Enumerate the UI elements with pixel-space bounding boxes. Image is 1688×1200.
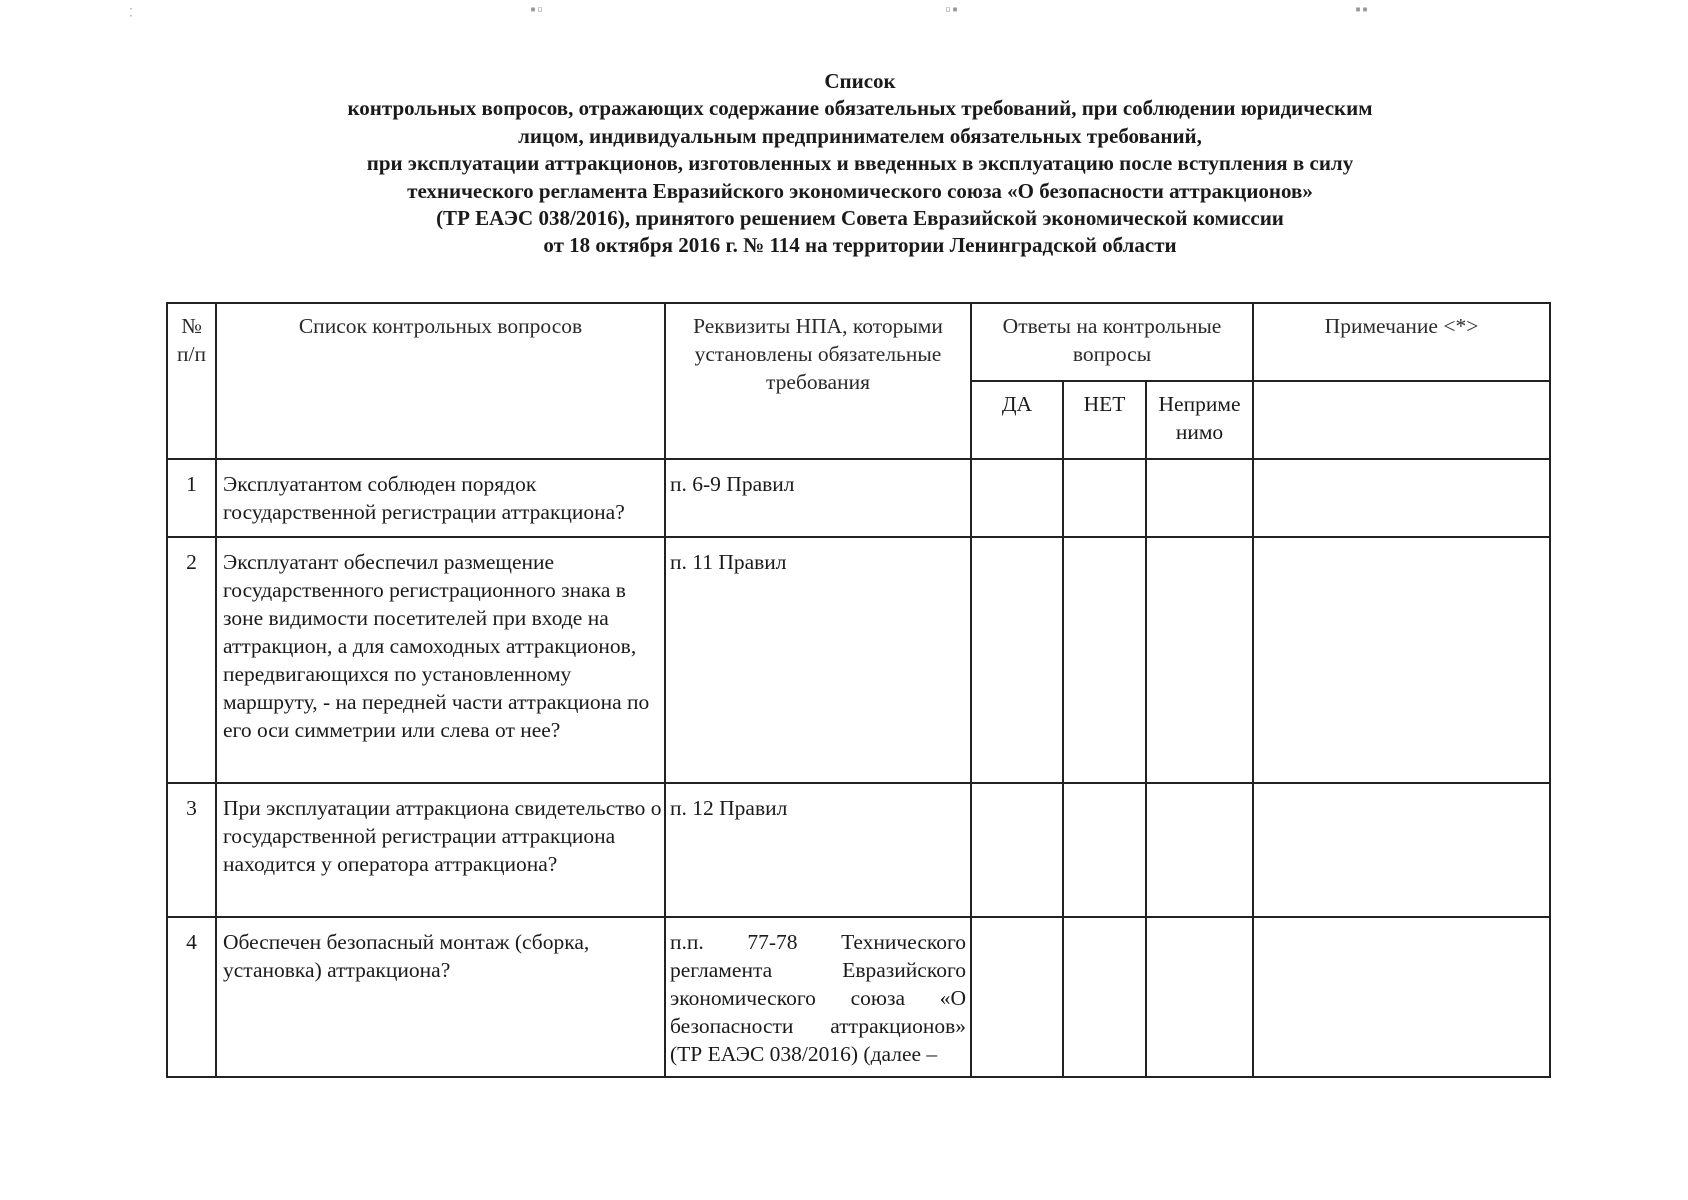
answer-na-cell[interactable] <box>1146 917 1253 1077</box>
note-cell[interactable] <box>1253 917 1550 1077</box>
row-question: При эксплуатации аттракциона свидетельство о государственной регистрации аттракциона находится у оператора аттракциона? <box>216 783 665 917</box>
title-line: технического регламента Евразийского экономического союза «О безопасности аттракционов» <box>407 178 1313 203</box>
checklist-table <box>166 302 1551 1078</box>
header-note: Примечание <*> <box>1253 303 1550 381</box>
table-row <box>167 783 1550 917</box>
answer-na-cell[interactable] <box>1146 537 1253 783</box>
row-question: Эксплуатантом соблюден порядок государственной регистрации аттракциона? <box>216 459 665 537</box>
answer-yes-cell[interactable] <box>971 537 1063 783</box>
scan-artifact: · · <box>128 4 136 22</box>
answer-na-cell[interactable] <box>1146 783 1253 917</box>
title-line: лицом, индивидуальным предпринимателем обязательных требований, <box>518 123 1202 148</box>
answer-no-cell[interactable] <box>1063 537 1146 783</box>
row-requisite: п.п. 77-78 Технического регламента Евразийского экономического союза «О безопасности аттракционов» (ТР ЕАЭС 038/2016) (далее – <box>665 917 971 1077</box>
title-line: Список <box>824 69 896 93</box>
answer-no-cell[interactable] <box>1063 783 1146 917</box>
title-line: при эксплуатации аттракционов, изготовленных и введенных в эксплуатацию после вступления в силу <box>366 151 1354 176</box>
scan-artifact: ▪▫ <box>530 4 545 15</box>
row-number: 4 <box>167 917 216 1077</box>
row-requisite: п. 6-9 Правил <box>665 459 971 537</box>
answer-no-cell[interactable] <box>1063 917 1146 1077</box>
header-number: № п/п <box>167 303 216 459</box>
header-yes: ДА <box>971 381 1063 459</box>
header-questions: Список контрольных вопросов <box>216 303 665 459</box>
document-title <box>180 68 1540 260</box>
note-cell[interactable] <box>1253 537 1550 783</box>
row-requisite: п. 11 Правил <box>665 537 971 783</box>
row-requisite: п. 12 Правил <box>665 783 971 917</box>
row-number: 2 <box>167 537 216 783</box>
row-number: 1 <box>167 459 216 537</box>
scan-artifact: ▪▪ <box>1355 4 1370 15</box>
note-cell[interactable] <box>1253 459 1550 537</box>
scan-artifact: ▫▪ <box>945 4 960 15</box>
answer-no-cell[interactable] <box>1063 459 1146 537</box>
answer-yes-cell[interactable] <box>971 783 1063 917</box>
answer-yes-cell[interactable] <box>971 459 1063 537</box>
note-cell <box>1253 381 1550 459</box>
row-question: Эксплуатант обеспечил размещение государственного регистрационного знака в зоне видимости посетителей при входе на аттракцион, а для самоходных аттракционов, передвигающихся по установленному маршруту, - на передней части аттракциона по его оси симметрии или слева от нее? <box>216 537 665 783</box>
answer-yes-cell[interactable] <box>971 917 1063 1077</box>
row-question: Обеспечен безопасный монтаж (сборка, установка) аттракциона? <box>216 917 665 1077</box>
title-line: (ТР ЕАЭС 038/2016), принятого решением Совета Евразийской экономической комиссии <box>436 206 1284 231</box>
title-line: контрольных вопросов, отражающих содержание обязательных требований, при соблюдении юридическим <box>347 96 1373 121</box>
answer-na-cell[interactable] <box>1146 459 1253 537</box>
header-row <box>167 303 1550 381</box>
table-row <box>167 917 1550 1077</box>
row-number: 3 <box>167 783 216 917</box>
note-cell[interactable] <box>1253 783 1550 917</box>
table-row <box>167 537 1550 783</box>
header-not-applicable: Неприме нимо <box>1146 381 1253 459</box>
header-requisites: Реквизиты НПА, которыми установлены обязательные требования <box>665 303 971 459</box>
header-no: НЕТ <box>1063 381 1146 459</box>
title-line: от 18 октября 2016 г. № 114 на территории Ленинградской области <box>543 233 1177 258</box>
table-row <box>167 459 1550 537</box>
header-answers: Ответы на контрольные вопросы <box>971 303 1253 381</box>
